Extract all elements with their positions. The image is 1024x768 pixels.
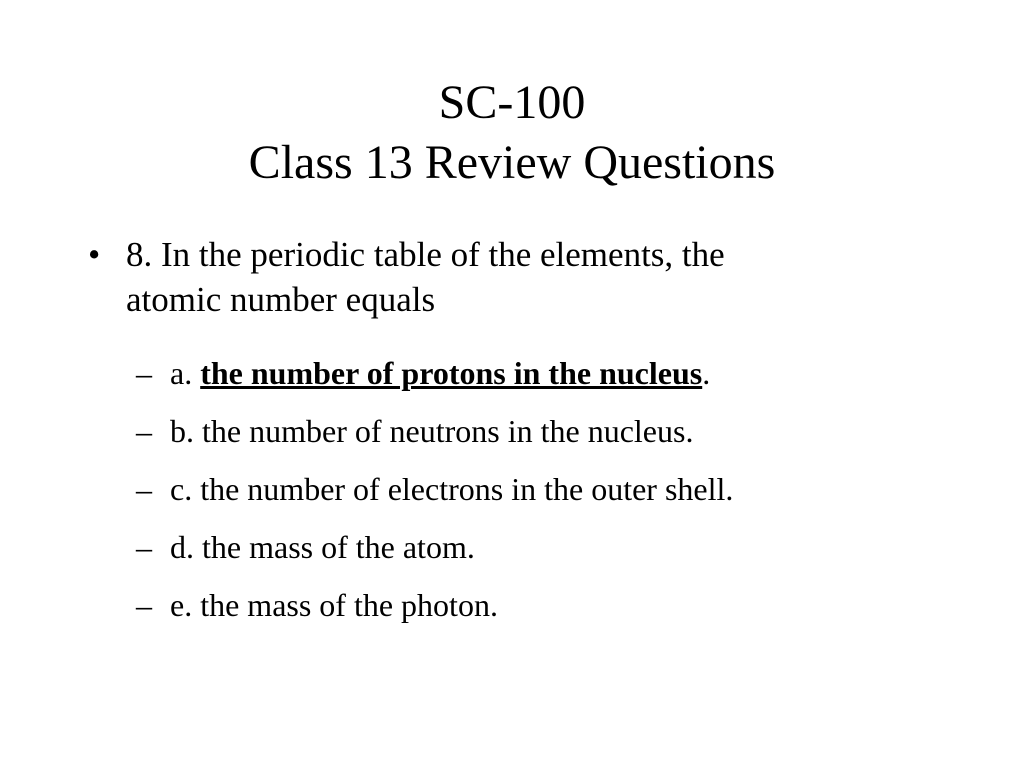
option-c-text: c. the number of electrons in the outer shell. [170, 471, 734, 507]
question-block [88, 232, 928, 322]
slide-title [0, 73, 1024, 193]
question-line-1: 8. In the periodic table of the elements, the [126, 235, 725, 274]
option-a-suffix: . [702, 355, 711, 391]
question-line-2: atomic number equals [126, 280, 436, 319]
course-code: SC-100 [438, 76, 586, 129]
review-title: Class 13 Review Questions [248, 136, 776, 189]
option-d [136, 527, 936, 585]
option-a-text [170, 353, 710, 393]
question-row [88, 232, 928, 322]
dash-marker: – [136, 529, 152, 565]
answer-options [136, 353, 936, 643]
option-a [136, 353, 936, 411]
option-b-text: b. the number of neutrons in the nucleus. [170, 413, 694, 449]
option-e-text: e. the mass of the photon. [170, 587, 498, 623]
option-b [136, 411, 936, 469]
option-c [136, 469, 936, 527]
option-e [136, 585, 936, 643]
dash-marker: – [136, 355, 152, 391]
correct-answer-text: the number of protons in the nucleus [200, 355, 703, 391]
dash-marker: – [136, 413, 152, 449]
dash-marker: – [136, 471, 152, 507]
option-d-text: d. the mass of the atom. [170, 529, 475, 565]
dash-marker: – [136, 587, 152, 623]
question-text [126, 232, 928, 322]
option-a-prefix: a. [170, 355, 201, 391]
bullet-marker: • [88, 235, 101, 274]
